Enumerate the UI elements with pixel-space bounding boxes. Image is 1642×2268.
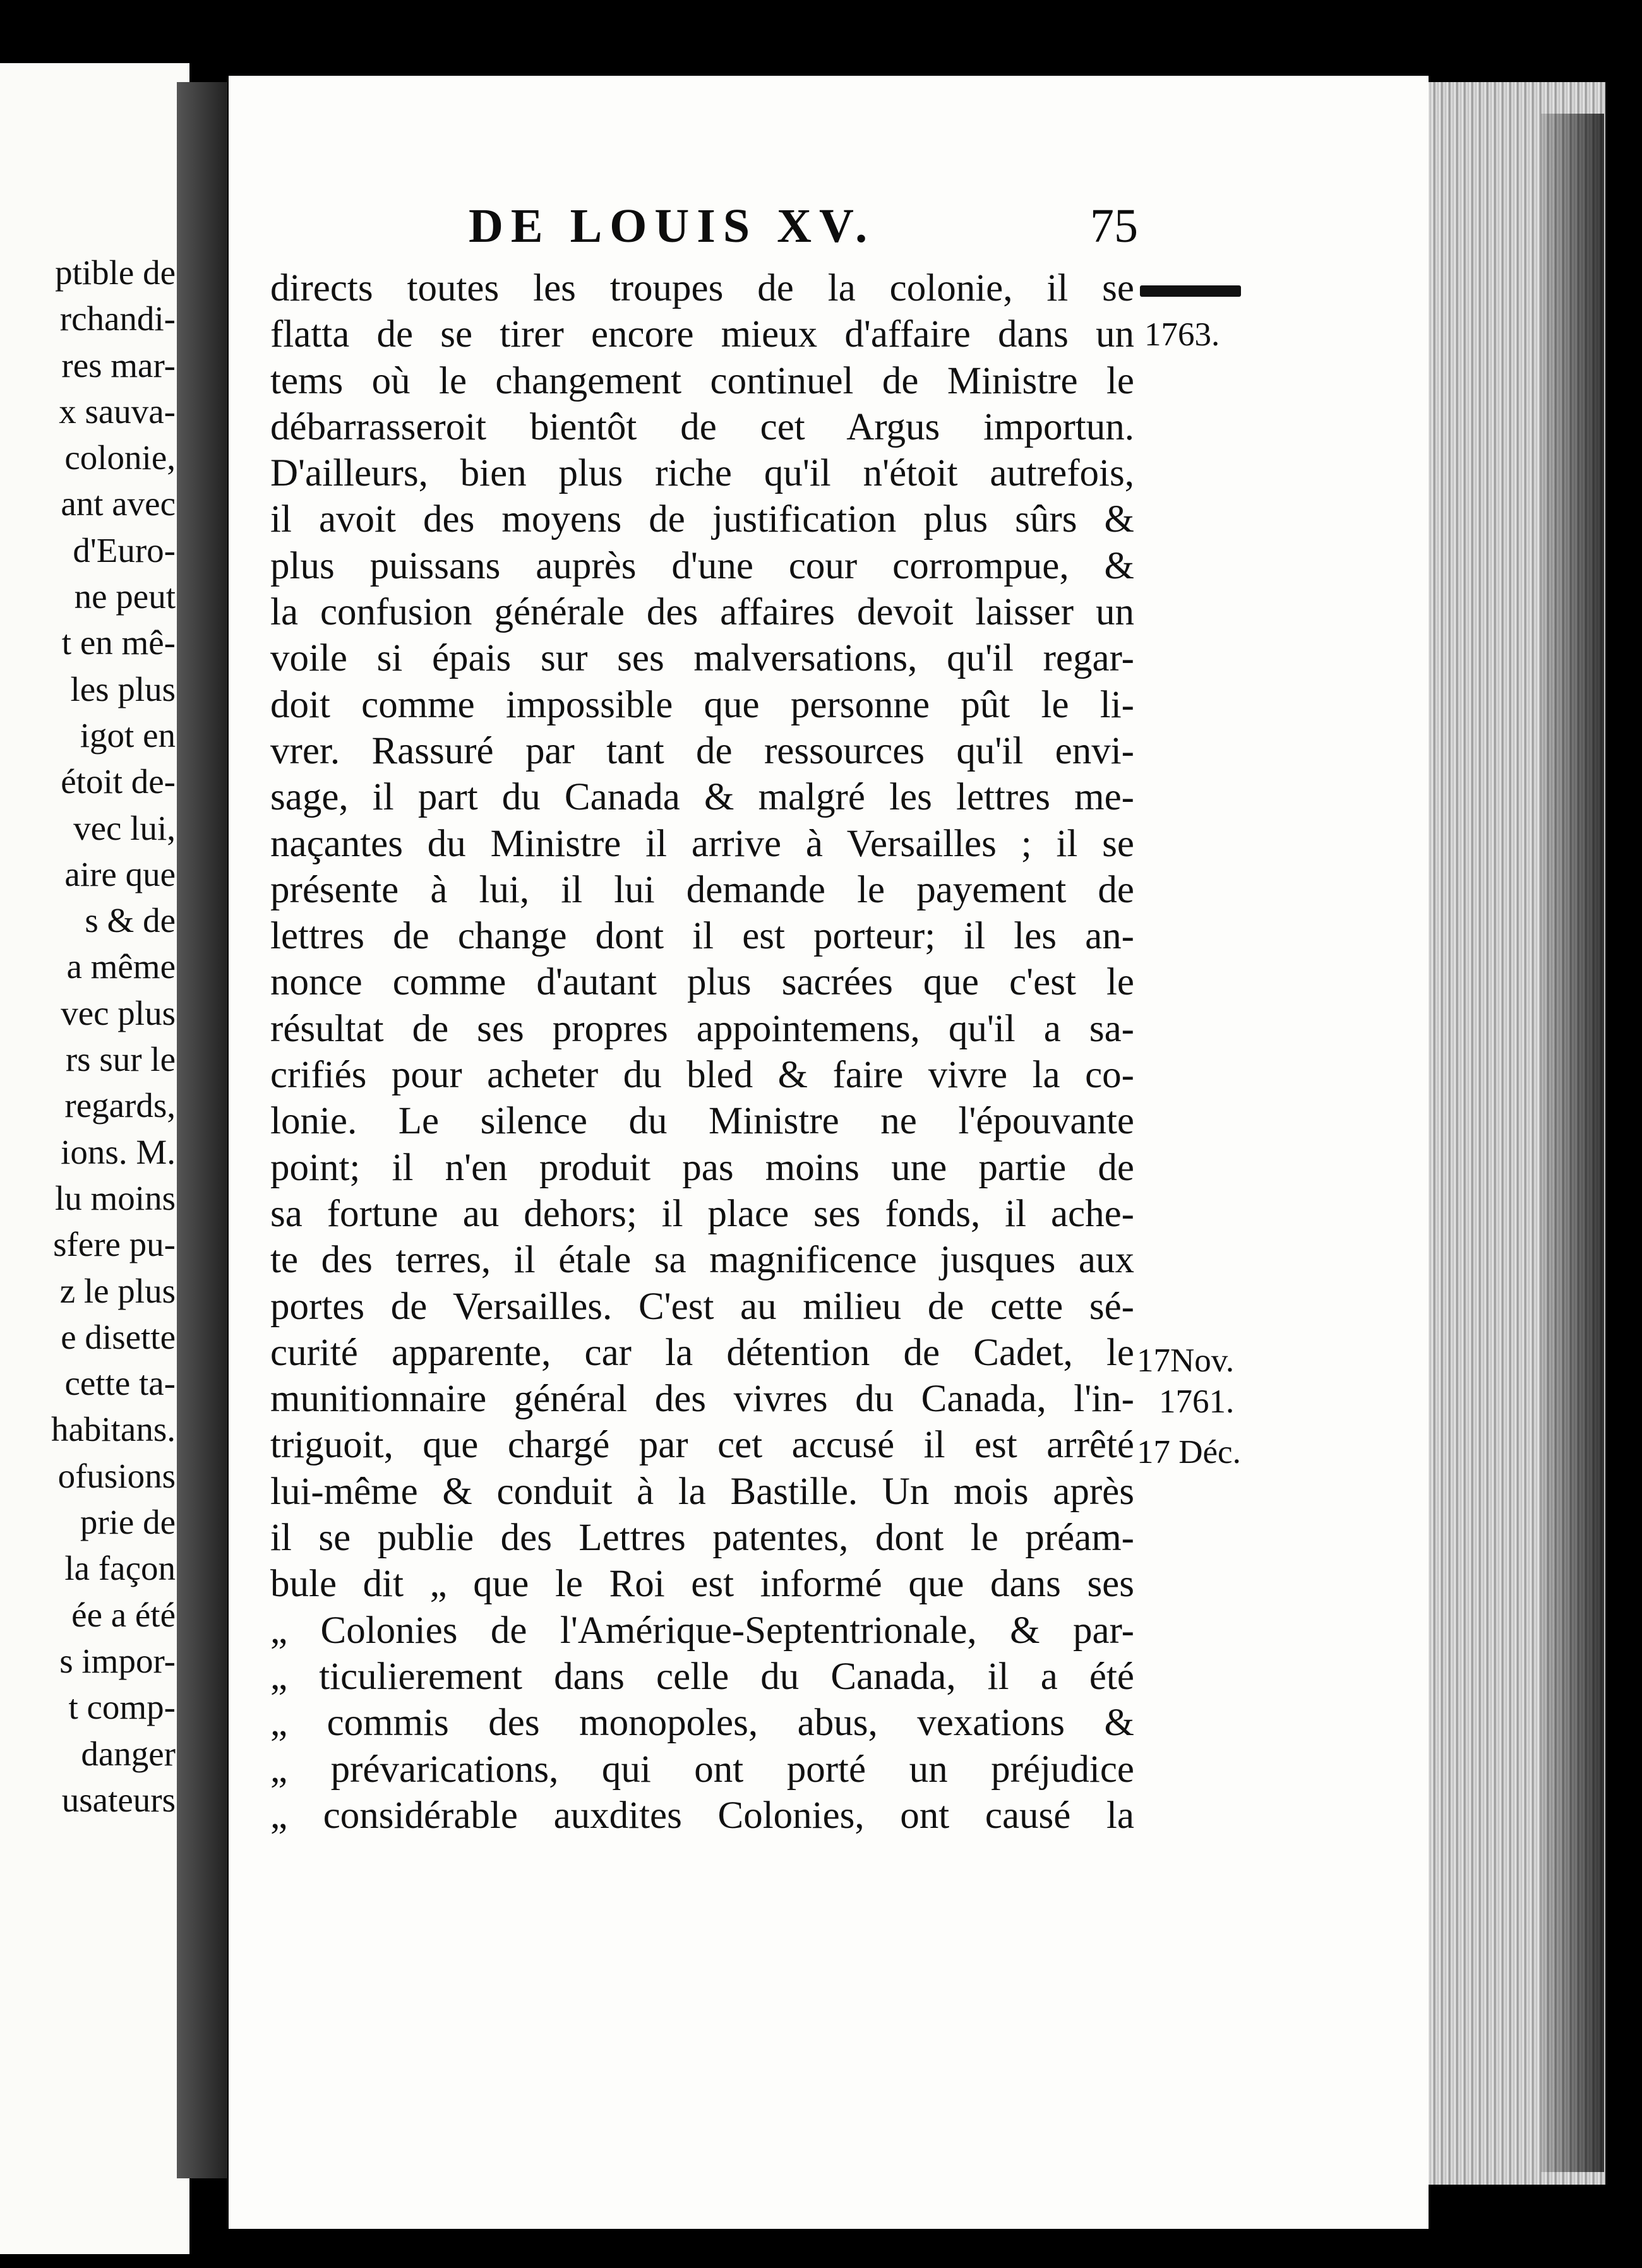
- left-page-line: habitans.: [51, 1410, 176, 1449]
- left-page-line: t comp-: [68, 1688, 176, 1727]
- fore-edge-shadow: [1541, 114, 1604, 2172]
- body-line: crifiés pour acheter du bled & faire vivre la co-: [270, 1054, 1134, 1097]
- body-line: la confusion générale des affaires devoit laisser un: [270, 591, 1134, 634]
- body-line: il se publie des Lettres patentes, dont le préam-: [270, 1517, 1134, 1560]
- left-page-line: rs sur le: [65, 1040, 176, 1079]
- body-line: tems où le changement continuel de Ministre le: [270, 359, 1134, 402]
- body-line: nonce comme d'autant plus sacrées que c'est le: [270, 961, 1134, 1004]
- body-line: te des terres, il étale sa magnificence jusques aux: [270, 1239, 1134, 1282]
- left-page-line: ofusions: [57, 1456, 176, 1495]
- left-page-line: ptible de: [55, 253, 176, 292]
- left-page-line: s impor-: [59, 1641, 176, 1680]
- left-page-line: la façon: [64, 1549, 176, 1588]
- left-page-line: d'Euro-: [73, 530, 176, 570]
- body-line: présente à lui, il lui demande le payement de: [270, 868, 1134, 911]
- body-text: [270, 265, 1134, 1839]
- body-line: sa fortune au dehors; il place ses fonds, il ache-: [270, 1192, 1134, 1235]
- body-line: munitionnaire général des vivres du Canada, l'in-: [270, 1378, 1134, 1421]
- left-page-line: prie de: [80, 1503, 176, 1542]
- body-line: bule dit „ que le Roi est informé que dans ses: [270, 1563, 1134, 1606]
- body-line: „ Colonies de l'Amérique-Septentrionale, & par-: [270, 1609, 1134, 1652]
- left-page-line: x sauva-: [59, 391, 176, 431]
- left-page-line: ant avec: [61, 484, 176, 523]
- left-page-line: aire que: [64, 854, 176, 893]
- left-page-line: res mar-: [61, 345, 176, 385]
- left-page-line: sfere pu-: [53, 1225, 176, 1264]
- left-page-line: igot en: [80, 715, 176, 755]
- body-line: sage, il part du Canada & malgré les lettres me-: [270, 776, 1134, 819]
- body-line: lonie. Le silence du Ministre ne l'épouvante: [270, 1100, 1134, 1143]
- left-page-line: s & de: [85, 901, 176, 940]
- left-page-line: les plus: [70, 669, 176, 708]
- body-line: curité apparente, car la détention de Cadet, le: [270, 1331, 1134, 1374]
- left-page-line: regards,: [64, 1086, 176, 1125]
- left-page-line: ée a été: [71, 1595, 176, 1634]
- left-page-line: e disette: [61, 1317, 176, 1356]
- left-page-line: z le plus: [59, 1271, 176, 1310]
- running-title: DE LOUIS XV.: [469, 200, 875, 253]
- left-page-line: cette ta-: [64, 1364, 176, 1403]
- body-line: „ commis des monopoles, abus, vexations &: [270, 1702, 1134, 1745]
- gutter-shadow: [177, 82, 227, 2178]
- body-line: voile si épais sur ses malversations, qu'il regar-: [270, 637, 1134, 680]
- page-number: 75: [1090, 200, 1138, 253]
- body-line: portes de Versailles. C'est au milieu de cette sé-: [270, 1285, 1134, 1328]
- page-header: [469, 199, 1138, 256]
- left-page-text: [0, 249, 176, 1823]
- body-line: directs toutes les troupes de la colonie, il se: [270, 267, 1134, 309]
- body-line: triguoit, que chargé par cet accusé il est arrêté: [270, 1424, 1134, 1467]
- left-page-line: vec lui,: [73, 808, 176, 847]
- margin-rule: [1140, 285, 1241, 297]
- body-line: „ ticulierement dans celle du Canada, il a été: [270, 1655, 1134, 1698]
- left-page-line: danger: [81, 1734, 176, 1773]
- body-line: D'ailleurs, bien plus riche qu'il n'étoit autrefois,: [270, 452, 1134, 495]
- left-page-line: usateurs: [61, 1780, 176, 1819]
- left-page-line: colonie,: [64, 438, 176, 477]
- body-line: lui-même & conduit à la Bastille. Un mois après: [270, 1470, 1134, 1513]
- left-page-line: étoit de-: [61, 762, 176, 801]
- left-page-line: lu moins: [55, 1178, 176, 1217]
- left-page-line: vec plus: [61, 993, 176, 1032]
- body-line: flatta de se tirer encore mieux d'affaire dans un: [270, 313, 1134, 356]
- left-page-line: rchandi-: [59, 299, 176, 338]
- left-page-line: ne peut: [74, 577, 176, 616]
- body-line: il avoit des moyens de justification plus sûrs &: [270, 498, 1134, 541]
- body-line: débarrasseroit bientôt de cet Argus importun.: [270, 405, 1134, 448]
- left-page-line: t en mê-: [61, 623, 176, 662]
- body-line: résultat de ses propres appointemens, qu'il a sa-: [270, 1007, 1134, 1050]
- body-line: naçantes du Ministre il arrive à Versailles ; il se: [270, 822, 1134, 865]
- body-line: plus puissans auprès d'une cour corrompue, &: [270, 544, 1134, 587]
- margin-year-1761: 1761.: [1159, 1383, 1235, 1420]
- margin-date-nov: 17Nov.: [1137, 1342, 1235, 1379]
- body-line: „ prévarications, qui ont porté un préjudice: [270, 1748, 1134, 1791]
- left-page-line: ions. M.: [61, 1132, 176, 1171]
- left-facing-page: [0, 63, 189, 2254]
- body-line: point; il n'en produit pas moins une partie de: [270, 1146, 1134, 1189]
- body-line: doit comme impossible que personne pût le li-: [270, 683, 1134, 726]
- body-line: vrer. Rassuré par tant de ressources qu'il envi-: [270, 729, 1134, 772]
- body-line: „ considérable auxdites Colonies, ont causé la: [270, 1794, 1134, 1837]
- margin-year-1763: 1763.: [1144, 316, 1220, 353]
- body-line: lettres de change dont il est porteur; il les an-: [270, 915, 1134, 958]
- margin-date-dec: 17 Déc.: [1137, 1434, 1241, 1471]
- left-page-line: a même: [66, 947, 176, 986]
